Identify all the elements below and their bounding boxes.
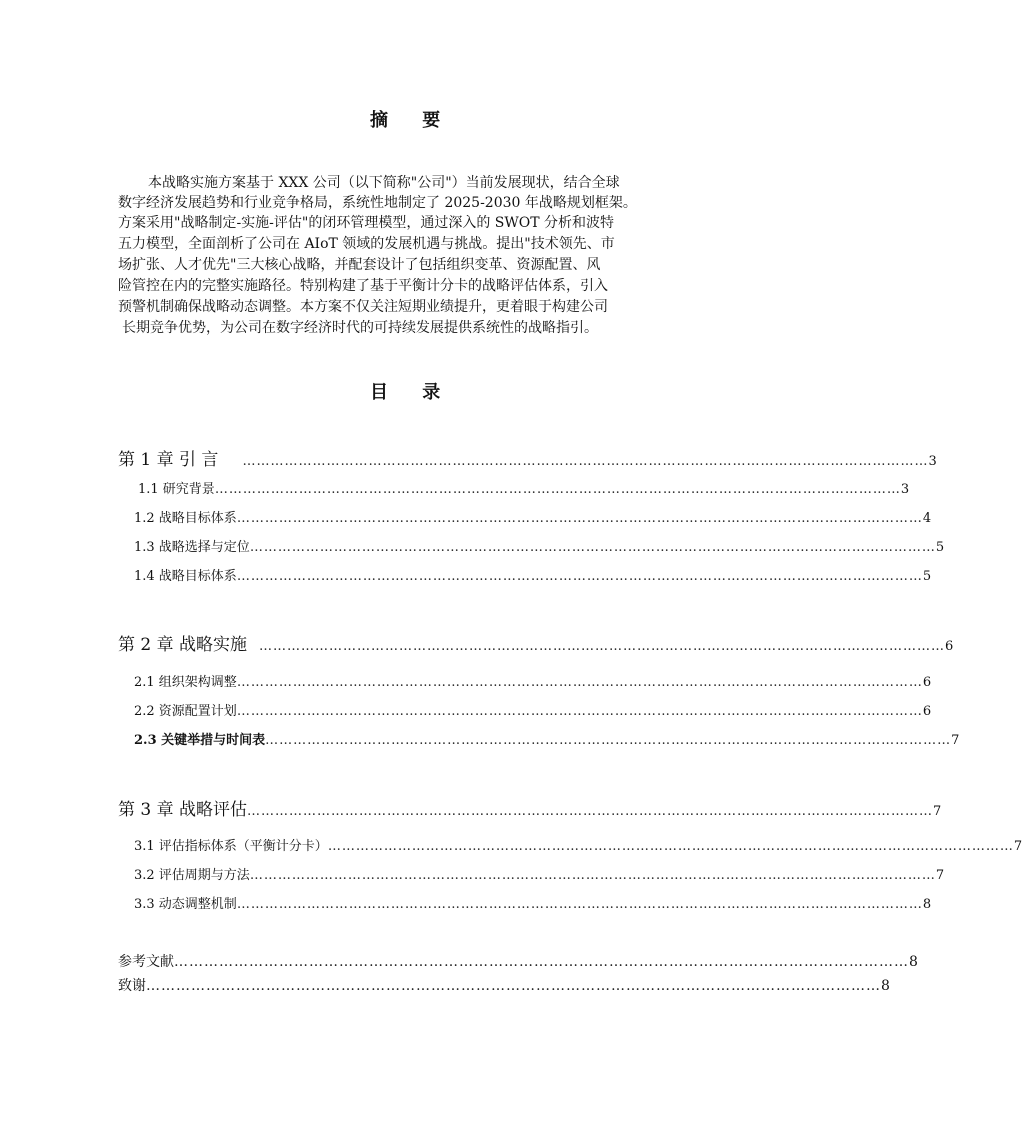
toc-leader-dots: ………………………………………………………………………………………………………………………………… <box>214 482 901 497</box>
toc-entry-3-1[interactable] <box>134 835 1022 854</box>
abstract-line: 场扩张、人才优先"三大核心战略，并配套设计了包括组织变革、资源配置、风 <box>118 257 601 273</box>
toc-entry-label: 第 3 章 战略评估 <box>118 800 248 820</box>
abstract-line: 预警机制确保战略动态调整。本方案不仅关注短期业绩提升，更着眼于构建公司 <box>118 299 608 315</box>
toc-entry-2-2[interactable] <box>134 700 932 719</box>
toc-leader-dots: ………………………………………………………………………………………………………………………………… <box>327 839 1014 854</box>
toc-entry-label: 2.3 关键举措与时间表 <box>134 733 266 748</box>
toc-entry-page: 8 <box>909 954 918 970</box>
toc-entry-label: 第 2 章 战略实施 <box>118 635 248 655</box>
toc-entry-label: 3.1 评估指标体系（平衡计分卡） <box>134 839 328 854</box>
toc-entry-1-3[interactable] <box>134 536 945 555</box>
abstract-line: 本战略实施方案基于 XXX 公司（以下简称"公司"）当前发展现状，结合全球 <box>148 175 620 191</box>
toc-leader-dots: ………………………………………………………………………………………………………………………………… <box>146 978 881 994</box>
toc-entry-label: 参考文献 <box>118 954 174 970</box>
toc-leader-dots: ………………………………………………………………………………………………………………………………… <box>236 675 923 690</box>
toc-leader-dots: ………………………………………………………………………………………………………………………………… <box>242 454 929 469</box>
toc-leader-dots: ………………………………………………………………………………………………………………………………… <box>249 540 936 555</box>
abstract-title: 摘 要 <box>370 110 455 131</box>
toc-leader-dots: ………………………………………………………………………………………………………………………………… <box>247 804 934 819</box>
toc-entry-3-3[interactable] <box>134 893 932 912</box>
toc-entry-label: 1.1 研究背景 <box>138 482 215 497</box>
toc-entry-page: 7 <box>933 804 942 819</box>
toc-leader-dots: ………………………………………………………………………………………………………………………………… <box>259 639 946 654</box>
toc-entry-page: 3 <box>928 454 937 469</box>
toc-entry-label: 第 1 章 引 言 <box>118 450 219 470</box>
toc-entry-label: 1.4 战略目标体系 <box>134 569 237 584</box>
toc-leader-dots: ………………………………………………………………………………………………………………………………… <box>249 868 936 883</box>
toc-leader-dots: ………………………………………………………………………………………………………………………………… <box>174 954 909 970</box>
toc-entry-label: 3.2 评估周期与方法 <box>134 868 250 883</box>
toc-entry-page: 4 <box>922 511 932 526</box>
toc-entry-label: 2.1 组织架构调整 <box>134 675 237 690</box>
toc-entry-1-2[interactable] <box>134 507 932 526</box>
toc-leader-dots: ………………………………………………………………………………………………………………………………… <box>236 704 923 719</box>
toc-entry-label: 1.2 战略目标体系 <box>134 511 237 526</box>
toc-entry-1-4[interactable] <box>134 565 932 584</box>
toc-entry-chapter-1[interactable] <box>118 445 937 470</box>
abstract-line: 五力模型，全面剖析了公司在 AIoT 领域的发展机遇与挑战。提出"技术领先、市 <box>118 236 615 252</box>
toc-entry-label: 致谢 <box>118 978 146 994</box>
toc-entry-page: 7 <box>935 868 945 883</box>
toc-entry-page: 7 <box>951 733 960 748</box>
toc-entry-2-3[interactable] <box>134 729 960 748</box>
toc-entry-references[interactable] <box>118 951 918 971</box>
toc-leader-dots: ………………………………………………………………………………………………………………………………… <box>236 897 923 912</box>
abstract-line: 险管控在内的完整实施路径。特别构建了基于平衡计分卡的战略评估体系，引入 <box>118 278 608 294</box>
toc-entry-chapter-2[interactable] <box>118 630 954 655</box>
toc-leader-dots: ………………………………………………………………………………………………………………………………… <box>265 733 952 748</box>
toc-entry-label: 3.3 动态调整机制 <box>134 897 237 912</box>
toc-entry-page: 7 <box>1013 839 1022 854</box>
toc-entry-page: 6 <box>922 704 932 719</box>
toc-entry-label: 2.2 资源配置计划 <box>134 704 237 719</box>
toc-entry-page: 5 <box>935 540 945 555</box>
toc-entry-label: 1.3 战略选择与定位 <box>134 540 250 555</box>
toc-entry-chapter-3[interactable] <box>118 795 942 820</box>
toc-entry-acknowledgements[interactable] <box>118 975 890 995</box>
abstract-line: 方案采用"战略制定-实施-评估"的闭环管理模型，通过深入的 SWOT 分析和波特 <box>118 215 615 231</box>
abstract-line: 长期竞争优势，为公司在数字经济时代的可持续发展提供系统性的战略指引。 <box>122 320 598 336</box>
toc-leader-dots: ………………………………………………………………………………………………………………………………… <box>236 511 923 526</box>
toc-entry-page: 8 <box>922 897 932 912</box>
toc-entry-3-2[interactable] <box>134 864 945 883</box>
toc-leader-dots: ………………………………………………………………………………………………………………………………… <box>236 569 923 584</box>
toc-entry-page: 6 <box>922 675 932 690</box>
toc-entry-1-1[interactable] <box>138 478 910 497</box>
toc-entry-2-1[interactable] <box>134 671 932 690</box>
toc-entry-page: 3 <box>900 482 910 497</box>
toc-entry-page: 8 <box>881 978 890 994</box>
toc-title: 目 录 <box>370 382 455 403</box>
abstract-line: 数字经济发展趋势和行业竞争格局，系统性地制定了 2025-2030 年战略规划框架。 <box>118 195 637 211</box>
toc-entry-page: 5 <box>922 569 932 584</box>
toc-entry-page: 6 <box>945 639 954 654</box>
